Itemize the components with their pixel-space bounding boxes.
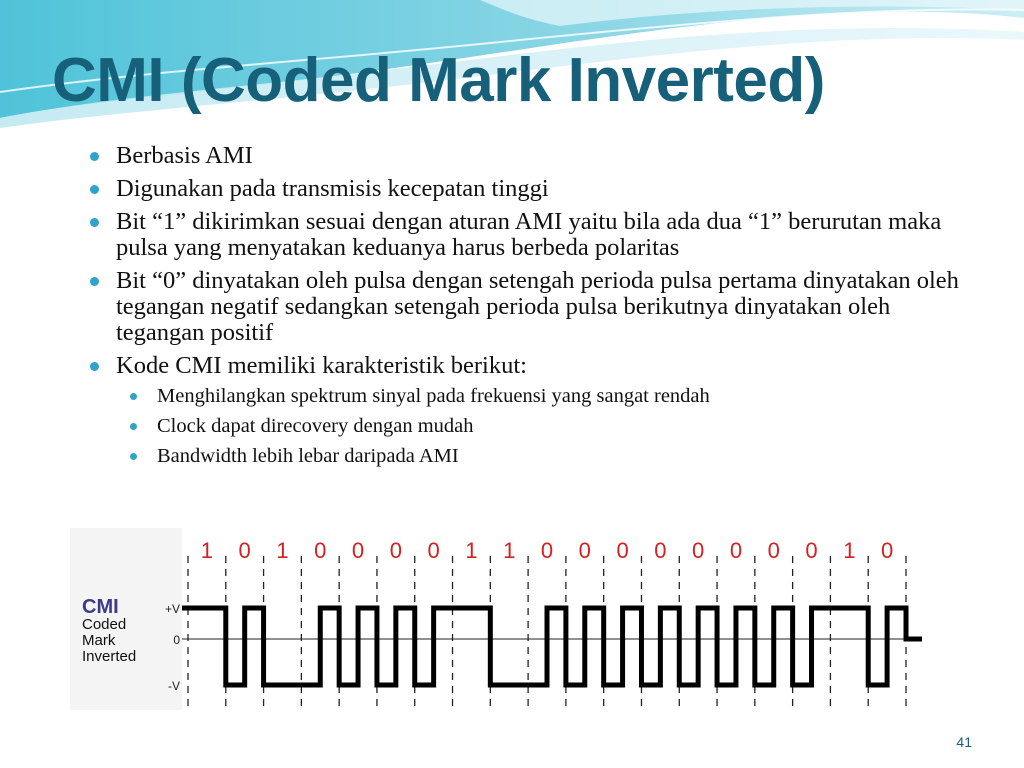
bullet-list: [90, 143, 970, 476]
bullet-item: Digunakan pada transmisis kecepatan tinggi: [90, 176, 970, 202]
bit-label: 1: [276, 538, 289, 563]
bullet-item: Bit “1” dikirimkan sesuai dengan aturan AMI yaitu bila ada dua “1” berurutan maka pulsa yang menyatakan keduanya harus berbeda polaritas: [90, 209, 970, 261]
bit-label: 0: [540, 538, 554, 563]
sub-bullet-item: Menghilangkan spektrum sinyal pada frekuensi yang sangat rendah: [130, 384, 970, 409]
bit-label: 1: [200, 538, 214, 563]
bullet-item: Bit “0” dinyatakan oleh pulsa dengan setengah perioda pulsa pertama dinyatakan oleh tegangan negatif sedangkan setengah perioda pulsa berikutnya dinyatakan oleh tegangan positif: [90, 268, 970, 346]
level-label: -V: [168, 679, 180, 693]
bit-label: 0: [767, 538, 780, 563]
bit-label: 0: [389, 538, 402, 563]
bit-label: 0: [805, 538, 818, 563]
bit-label: 0: [654, 538, 667, 563]
cmi-label-line: Mark: [82, 632, 116, 649]
bit-label: 0: [578, 538, 591, 563]
sub-bullet-list: [130, 384, 970, 469]
bit-label: 1: [503, 538, 516, 563]
cmi-waveform-diagram: [70, 528, 922, 710]
bit-label: 0: [880, 538, 894, 563]
slide-number: 41: [956, 734, 972, 750]
bit-label: 0: [692, 538, 705, 563]
sub-bullet-item: Clock dapat direcovery dengan mudah: [130, 414, 970, 439]
bit-label: 0: [616, 538, 629, 563]
bullet-text: Kode CMI memiliki karakteristik berikut:: [116, 352, 527, 379]
level-label: +V: [164, 602, 180, 616]
cmi-label-line: Inverted: [82, 648, 137, 665]
level-label: 0: [173, 633, 180, 647]
cmi-label-line: Coded: [82, 616, 127, 633]
slide-title: CMI (Coded Mark Inverted): [52, 46, 825, 115]
bullet-item: Berbasis AMI: [90, 143, 970, 169]
sub-bullet-item: Bandwidth lebih lebar daripada AMI: [130, 444, 970, 469]
bit-label: 1: [843, 538, 856, 563]
bit-label: 0: [427, 538, 440, 563]
bit-label: 0: [351, 538, 365, 563]
bit-label: 0: [314, 538, 327, 563]
cmi-label-title: CMI: [82, 596, 119, 618]
bit-label: 1: [465, 538, 478, 563]
bullet-item-with-sublist: [90, 353, 970, 469]
cmi-figure-label: [82, 597, 162, 665]
bit-label: 0: [729, 538, 743, 563]
bit-label: 0: [238, 538, 251, 563]
